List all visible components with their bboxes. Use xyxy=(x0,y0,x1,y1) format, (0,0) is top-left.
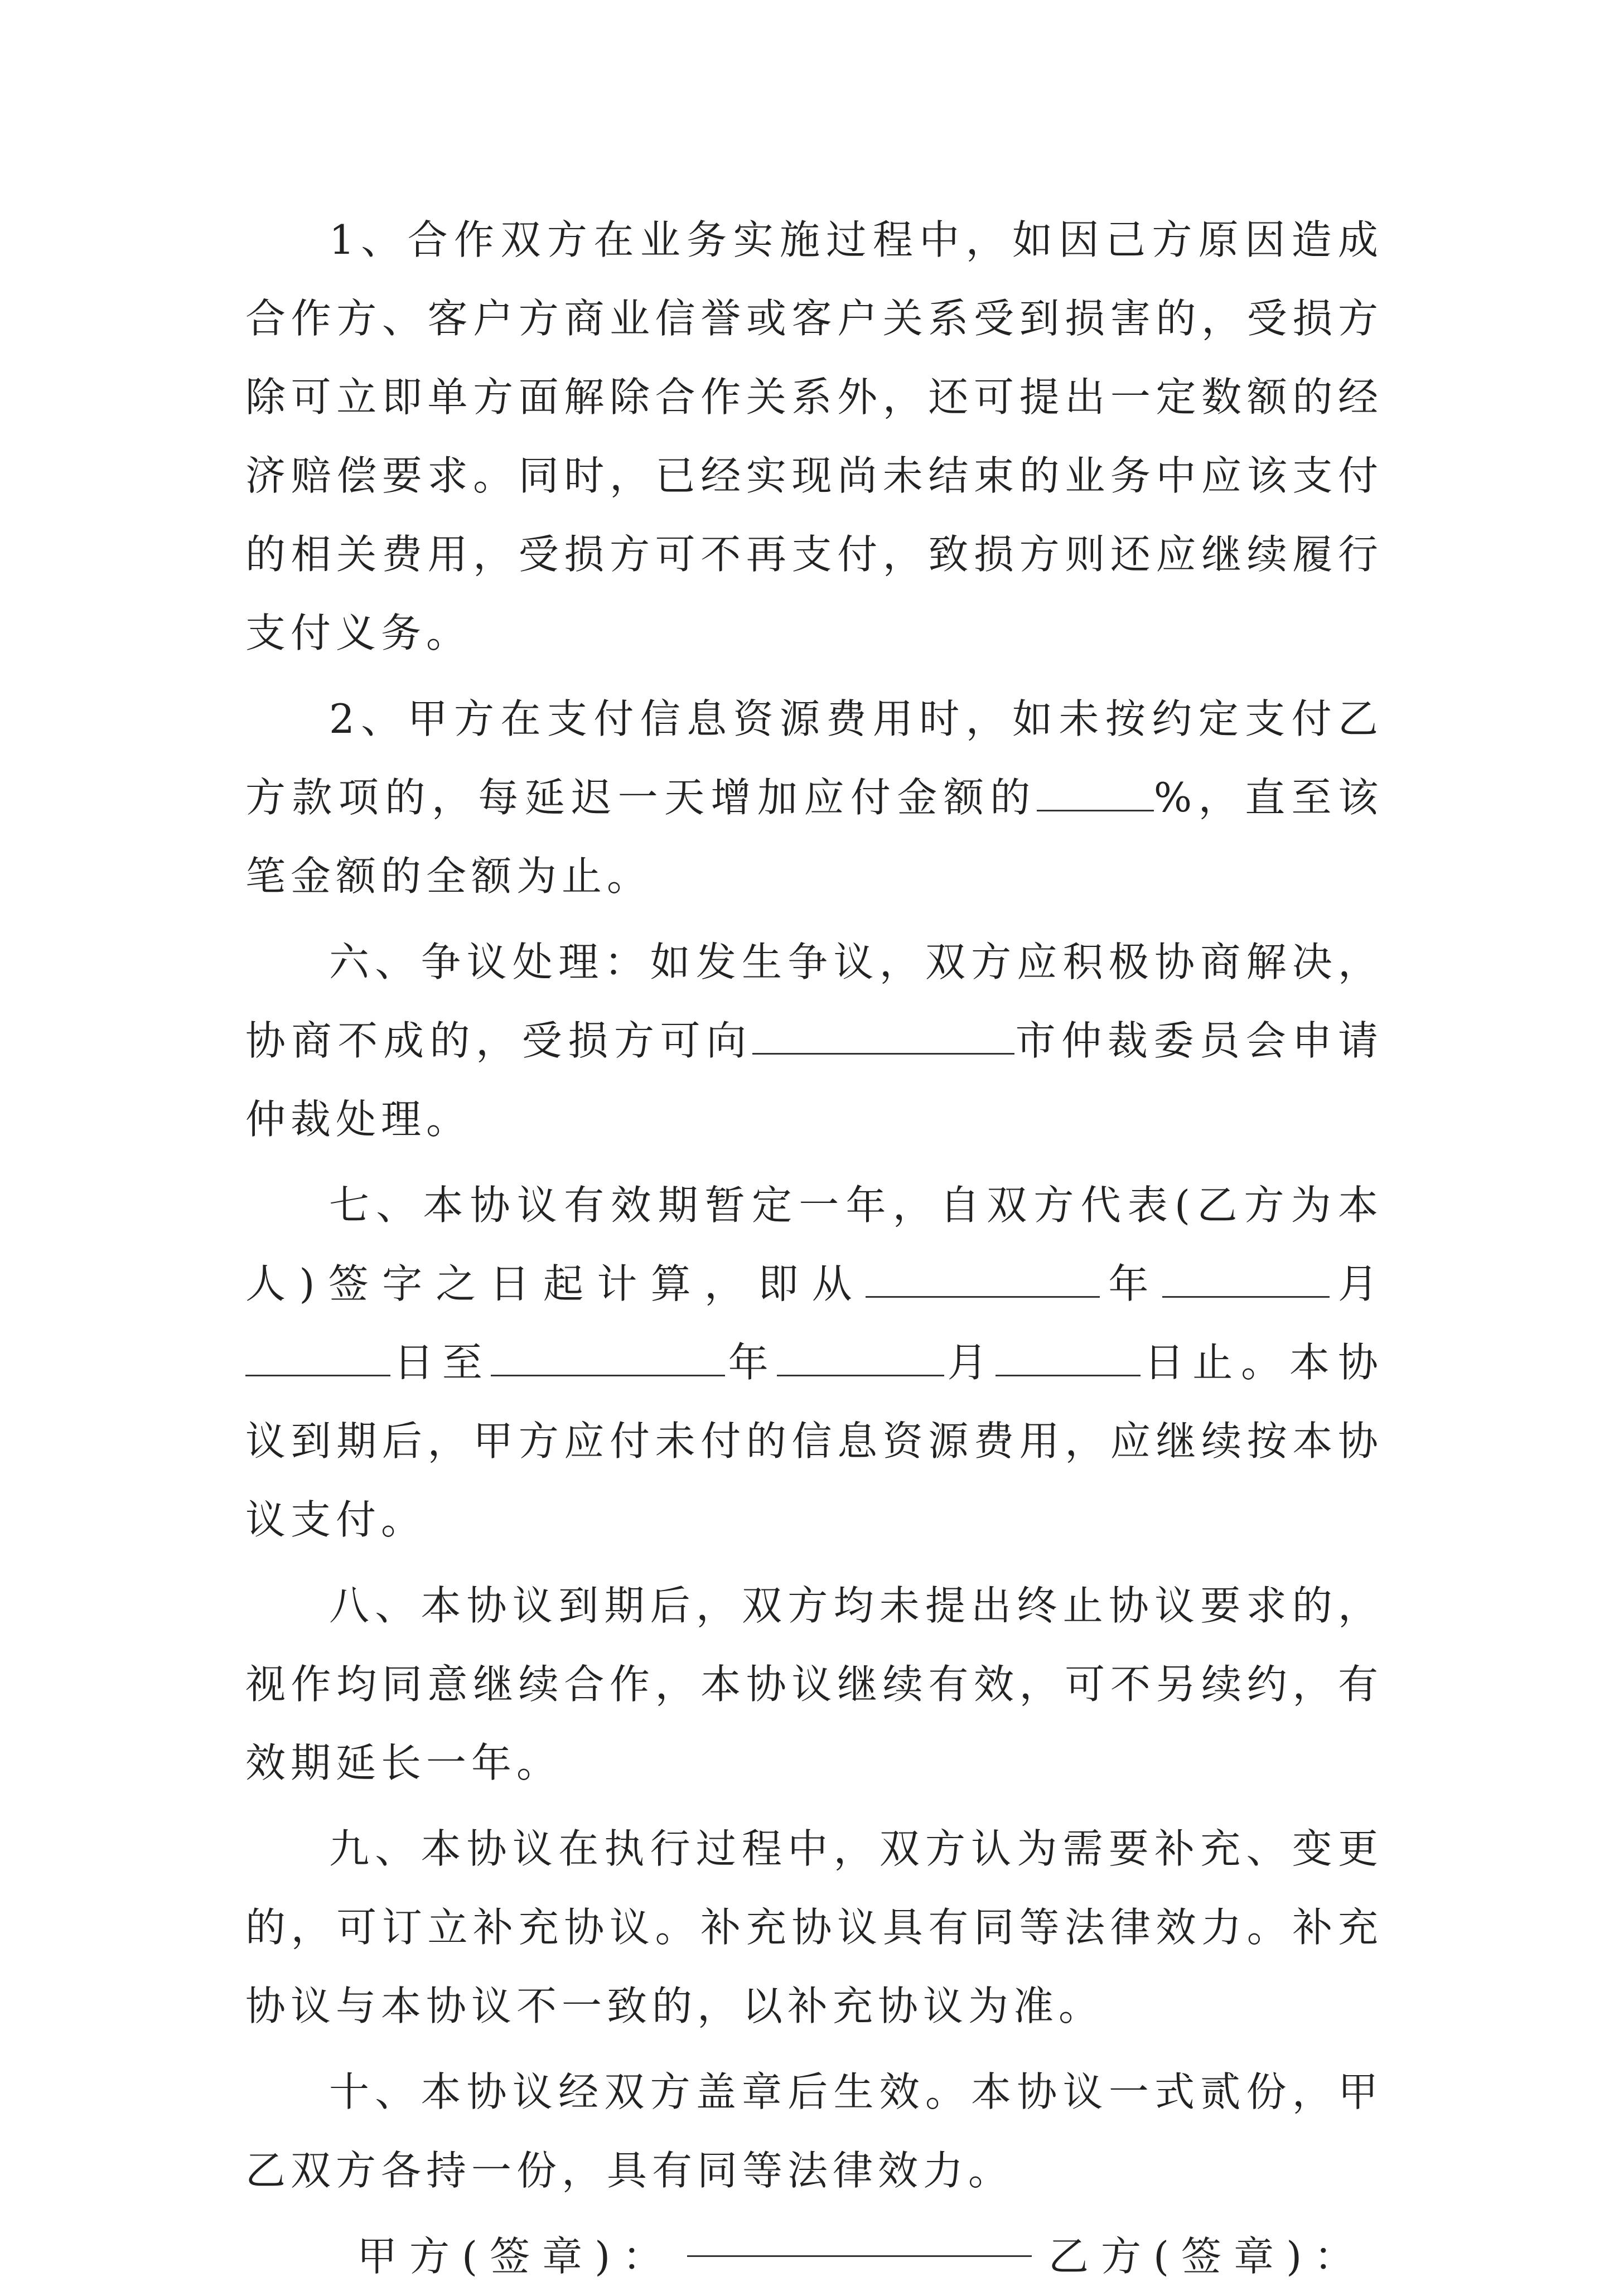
party-b-signature-label: 乙方(签章)： xyxy=(1048,2233,1367,2280)
agreement-body xyxy=(245,201,1383,2296)
end-month-blank[interactable] xyxy=(777,1336,944,1376)
clause-effect xyxy=(245,2053,1383,2210)
start-year-label: 年 xyxy=(1100,1260,1162,1307)
clause-dispute-tail: 市仲裁委员会申请仲裁处理。 xyxy=(245,1017,1383,1143)
start-day-label: 日至 xyxy=(390,1339,491,1386)
penalty-percent-blank[interactable] xyxy=(1037,771,1154,811)
start-day-blank[interactable] xyxy=(245,1336,390,1376)
clause-effect-text: 十、本协议经双方盖章后生效。本协议一式贰份，甲乙双方各持一份，具有同等法律效力。 xyxy=(245,2068,1383,2194)
clause-liability xyxy=(245,201,1383,673)
signature-row xyxy=(245,2217,1383,2296)
start-month-label: 月 xyxy=(1329,1260,1383,1307)
party-a-signature-label: 甲方(签章)： xyxy=(357,2233,675,2280)
arbitration-city-blank[interactable] xyxy=(752,1014,1014,1055)
clause-late-payment-tail: %，直至该笔金额的全额为止。 xyxy=(245,774,1383,900)
end-year-blank[interactable] xyxy=(491,1336,725,1376)
clause-late-payment-text: 2、甲方在支付信息资源费用时，如未按约定支付乙方款项的，每延迟一天增加应付金额的 xyxy=(245,695,1383,821)
clause-term-text: 七、本协议有效期暂定一年，自双方代表(乙方为本人)签字之日起计算，即从 xyxy=(245,1182,1383,1307)
clause-late-payment xyxy=(245,680,1383,916)
clause-renewal xyxy=(245,1567,1383,1802)
start-year-blank[interactable] xyxy=(866,1257,1100,1298)
clause-dispute xyxy=(245,923,1383,1159)
end-month-label: 月 xyxy=(944,1339,996,1386)
clause-renewal-text: 八、本协议到期后，双方均未提出终止协议要求的，视作均同意继续合作，本协议继续有效，可不另续约，有效期延长一年。 xyxy=(245,1582,1383,1786)
clause-liability-text: 1、合作双方在业务实施过程中，如因己方原因造成合作方、客户方商业信誉或客户关系受到损害的，受损方除可立即单方面解除合作关系外，还可提出一定数额的经济赔偿要求。同时，已经实现尚未结束的业务中应该支付的相关费用，受损方可不再支付，致损方则还应继续履行支付义务。 xyxy=(245,216,1383,656)
clause-dispute-text: 六、争议处理：如发生争议，双方应积极协商解决，协商不成的，受损方可向 xyxy=(245,939,1383,1064)
end-day-blank[interactable] xyxy=(996,1336,1141,1376)
end-year-label: 年 xyxy=(724,1339,777,1386)
clause-supplement xyxy=(245,1810,1383,2046)
clause-term-tail: 日止。本协议到期后，甲方应付未付的信息资源费用，应继续按本协议支付。 xyxy=(245,1339,1383,1543)
clause-term xyxy=(245,1166,1383,1559)
clause-supplement-text: 九、本协议在执行过程中，双方认为需要补充、变更的，可订立补充协议。补充协议具有同等法律效力。补充协议与本协议不一致的，以补充协议为准。 xyxy=(245,1825,1383,2029)
start-month-blank[interactable] xyxy=(1162,1257,1330,1298)
party-a-signature-blank[interactable] xyxy=(687,2255,1032,2257)
